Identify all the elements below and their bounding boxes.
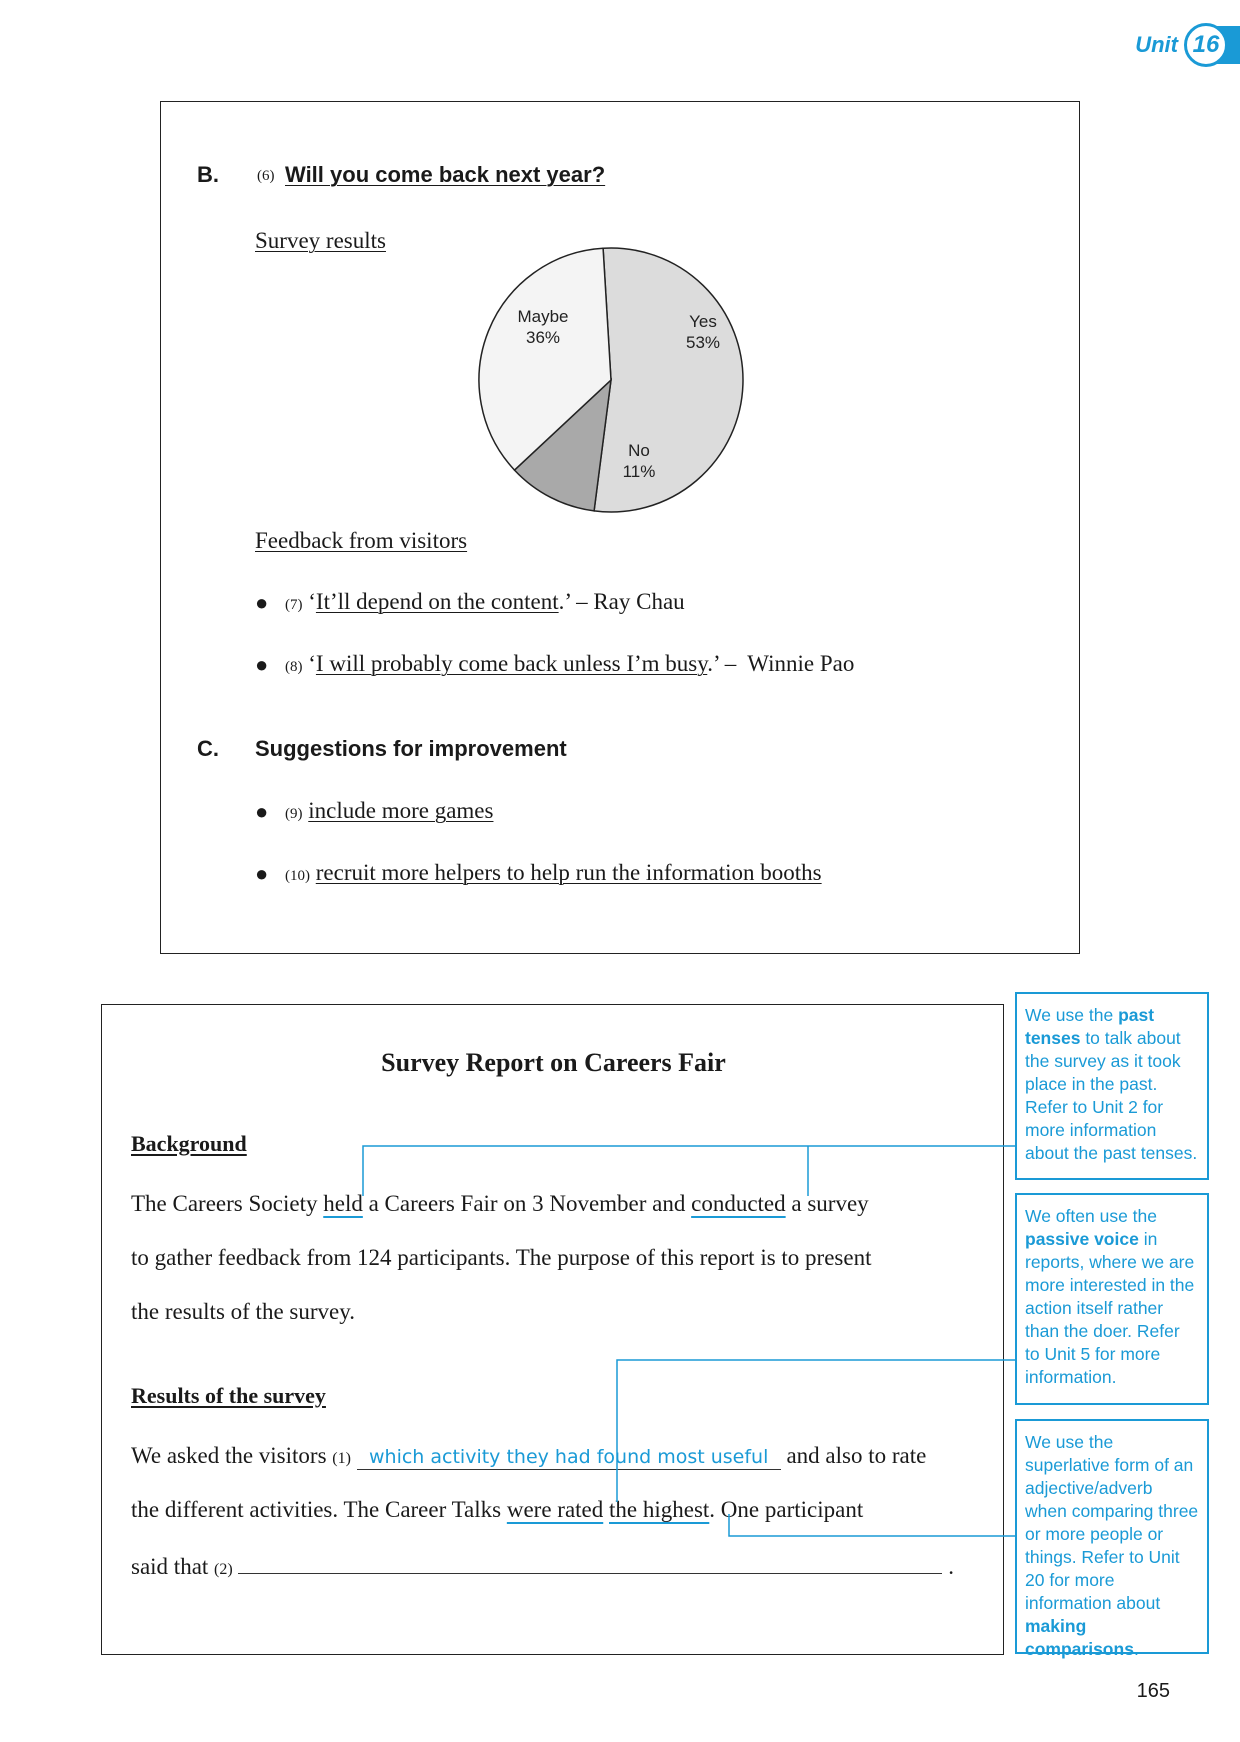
bullet-10: ● <box>255 861 269 886</box>
suggestion-9-number: (9) <box>285 806 303 822</box>
feedback-7-open-quote: ‘ <box>308 589 316 614</box>
note-passive-pre: We often use the <box>1025 1206 1157 1226</box>
note-superlative <box>1015 1419 1209 1659</box>
feedback-7-number: (7) <box>285 597 303 613</box>
results-heading: Results of the survey <box>131 1383 326 1408</box>
feedback-8-attribution: .’ – Winnie Pao <box>707 651 855 676</box>
verb-held: held <box>323 1191 363 1216</box>
report-title: Survey Report on Careers Fair <box>381 1048 726 1077</box>
connector-the-highest <box>729 1514 1015 1536</box>
background-heading: Background <box>131 1131 247 1156</box>
bg-text-2: a Careers Fair on 3 November and <box>362 1191 692 1216</box>
note-passive-bold: passive voice <box>1025 1229 1139 1249</box>
feedback-label: Feedback from visitors <box>255 528 468 553</box>
question-heading: Will you come back next year? <box>285 162 606 187</box>
suggestion-10-text: recruit more helpers to help run the information booths <box>315 860 822 885</box>
slice-label-yes: Yes <box>689 312 717 331</box>
unit-label: Unit <box>1135 32 1178 57</box>
slice-value-maybe: 36% <box>525 328 561 347</box>
background-line-2: to gather feedback from 124 participants. The purpose of this report is to present <box>131 1245 872 1270</box>
phrase-were-rated: were rated <box>506 1497 604 1522</box>
blank-2-number: (2) <box>214 1561 233 1578</box>
res-text-5: said that <box>131 1554 215 1579</box>
feedback-8-open-quote: ‘ <box>308 651 316 676</box>
slice-value-yes: 53% <box>685 333 721 352</box>
blank-1-number: (1) <box>332 1450 351 1467</box>
note-past-post: to talk about the survey as it took place in the past. Refer to Unit 2 for more information about the past tenses. <box>1025 1028 1198 1163</box>
res-text-4: . One participant <box>709 1497 864 1522</box>
note-passive-voice <box>1015 1193 1209 1405</box>
verb-conducted: conducted <box>691 1191 786 1216</box>
connector-held <box>363 1146 1015 1196</box>
bullet-9: ● <box>255 799 269 824</box>
blank-2-period: . <box>948 1554 954 1579</box>
feedback-7-quote: It’ll depend on the content <box>315 589 559 614</box>
section-b-letter: B. <box>197 162 219 187</box>
bg-text-3: a survey <box>785 1191 869 1216</box>
res-text-3: the different activities. The Career Talks <box>131 1497 507 1522</box>
note-superlative-post: . <box>1133 1639 1139 1659</box>
bg-text-1: The Careers Society <box>131 1191 324 1216</box>
feedback-7-attribution: .’ – Ray Chau <box>558 589 685 614</box>
background-line-3: the results of the survey. <box>131 1299 355 1324</box>
note-superlative-bold: making comparisons <box>1025 1616 1134 1659</box>
suggestion-9-text: include more games <box>308 798 494 823</box>
slice-label-maybe: Maybe <box>517 307 569 326</box>
slice-label-no: No <box>628 441 650 460</box>
section-c-heading: Suggestions for improvement <box>255 736 567 761</box>
res-text-2: and also to rate <box>786 1443 927 1468</box>
note-past-pre: We use the <box>1025 1005 1119 1025</box>
bullet-7: ● <box>255 590 269 615</box>
blank-1-answer: which activity they had found most useful <box>369 1446 769 1468</box>
survey-results-label: Survey results <box>255 228 386 253</box>
note-past-tenses <box>1015 992 1209 1180</box>
question-number: (6) <box>257 168 275 184</box>
connector-were-rated <box>617 1360 1015 1502</box>
note-superlative-pre: We use the superlative form of an adjective/adverb when comparing three or more people or things. Refer to Unit 20 for more information about <box>1025 1432 1199 1613</box>
res-text-1: We asked the visitors <box>131 1443 333 1468</box>
phrase-the-highest: the highest <box>609 1497 710 1522</box>
section-c-letter: C. <box>197 736 219 761</box>
unit-number: 16 <box>1184 23 1228 67</box>
feedback-8-number: (8) <box>285 659 303 675</box>
note-passive-post: in reports, where we are more interested in the action itself rather than the doer. Refer to Unit 5 for more information. <box>1025 1229 1195 1387</box>
slice-value-no: 11% <box>622 462 656 481</box>
feedback-8-quote: I will probably come back unless I’m busy <box>315 651 708 676</box>
page-number: 165 <box>1136 1680 1170 1702</box>
bullet-8: ● <box>255 652 269 677</box>
suggestion-10-number: (10) <box>285 868 310 884</box>
note-past-bold: past tenses <box>1025 1005 1155 1048</box>
